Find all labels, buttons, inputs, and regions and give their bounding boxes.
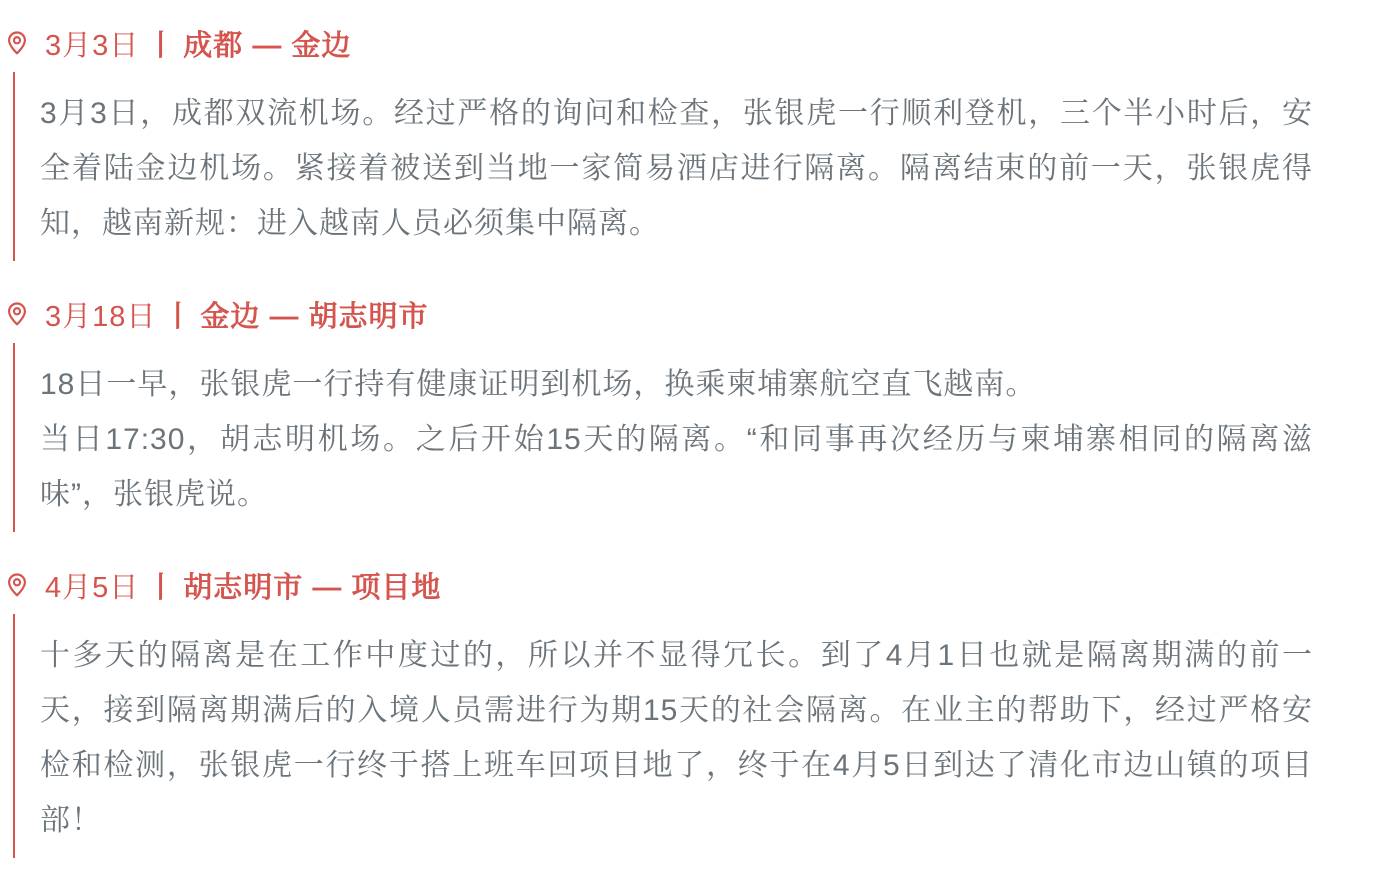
section-title	[45, 23, 351, 64]
location-pin-icon	[4, 301, 30, 327]
section-separator: 丨	[146, 571, 177, 604]
section-date: 3月3日	[45, 29, 140, 62]
timeline-header	[4, 568, 1335, 602]
location-pin-icon	[4, 30, 30, 56]
section-date: 3月18日	[45, 300, 157, 333]
timeline-body	[13, 343, 1313, 532]
section-separator: 丨	[146, 29, 177, 62]
section-route: 成都 — 金边	[183, 29, 352, 62]
section-route: 金边 — 胡志明市	[200, 300, 429, 333]
section-title	[45, 565, 441, 606]
location-pin-icon	[4, 572, 30, 598]
timeline-section-1	[4, 26, 1335, 261]
section-date: 4月5日	[45, 571, 140, 604]
timeline-header	[4, 297, 1335, 331]
paragraph: 18日一早，张银虎一行持有健康证明到机场，换乘柬埔寨航空直飞越南。	[40, 368, 1037, 401]
section-title	[45, 294, 429, 335]
timeline-header	[4, 26, 1335, 60]
timeline-body	[13, 614, 1313, 858]
section-route: 胡志明市 — 项目地	[183, 571, 442, 604]
paragraph: 当日17:30，胡志明机场。之后开始15天的隔离。“和同事再次经历与柬埔寨相同的隔离滋味”，张银虎说。	[40, 423, 1313, 511]
paragraph: 3月3日，成都双流机场。经过严格的询问和检查，张银虎一行顺利登机，三个半小时后，安全着陆金边机场。紧接着被送到当地一家简易酒店进行隔离。隔离结束的前一天，张银虎得知，越南新规：进入越南人员必须集中隔离。	[40, 97, 1313, 240]
timeline-section-2	[4, 297, 1335, 532]
section-separator: 丨	[163, 300, 194, 333]
timeline-body	[13, 72, 1313, 261]
timeline-section-3	[4, 568, 1335, 858]
paragraph: 十多天的隔离是在工作中度过的，所以并不显得冗长。到了4月1日也就是隔离期满的前一天，接到隔离期满后的入境人员需进行为期15天的社会隔离。在业主的帮助下，经过严格安检和检测，张银虎一行终于搭上班车回项目地了，终于在4月5日到达了清化市边山镇的项目部！	[40, 639, 1313, 837]
